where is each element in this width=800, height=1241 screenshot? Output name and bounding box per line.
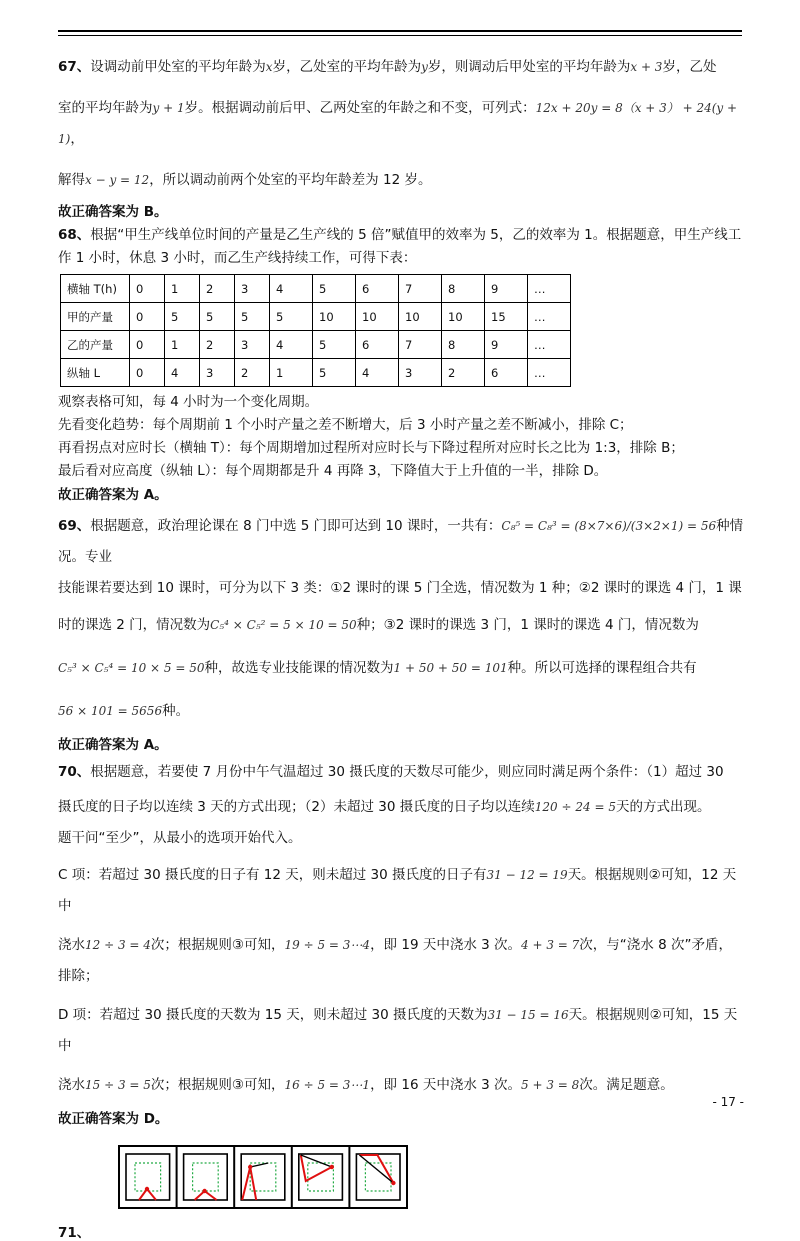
- math-inline: C₈⁵ = C₈³ = (8×7×6)/(3×2×1) = 56: [501, 519, 717, 533]
- table-cell: 0: [130, 303, 165, 331]
- table-cell: 8: [442, 275, 485, 303]
- table-cell: 7: [399, 275, 442, 303]
- table-cell: …: [528, 331, 571, 359]
- math-inline: 12x + 20y = 8（x + 3） + 24(y + 1): [58, 101, 738, 146]
- answer-line: 故正确答案为 A。: [58, 487, 168, 503]
- question-68: 68、根据“甲生产线单位时间的产量是乙生产线的 5 倍”赋值甲的效率为 5，乙的效率为 1。根据题意，甲生产线工作 1 小时，休息 3 小时，而乙生产线持续工作，可得下表： 横轴 T(h) 0 1 2 3 4 5 6 7 8 9 … 甲的产量 0 5 5 5 5 10 10 10 10 15 … 乙的产量 0 1 2 3 4 5 6 7 8 9 … 纵轴 L 0 4 3 2 1 5 4 3 2 6 … 观察表格可知，每 4 小时为一个变化周期。 先看变化趋势：每个周期前 1 个小时产量之差不断增大，后 3 小时产量之差不断减小，排除 C； 再看拐点对应时长（横轴 T）：每个周期增加过程所对应时长与下降过程所对应时长之比为 1:3，排除 B； 最后看对应高度（纵轴 L）：每个周期都是升 4 再降 3，下降值大于上升值的一半，排除 D。 故正确答案为 A。: [58, 224, 744, 507]
- math-inline: y + 1: [152, 101, 185, 115]
- table-cell: 2: [200, 331, 235, 359]
- table-cell: 5: [200, 303, 235, 331]
- math-inline: x + 3: [630, 60, 663, 74]
- table-cell: 0: [130, 331, 165, 359]
- table-cell: 5: [165, 303, 200, 331]
- panel-4-red-dot: [330, 1165, 334, 1169]
- table-cell: 5: [270, 303, 313, 331]
- table-row: [61, 359, 571, 387]
- header-rule-thin: [58, 35, 742, 36]
- math-inline: y: [421, 60, 428, 74]
- table-row: [61, 275, 571, 303]
- table-cell: 3: [235, 331, 270, 359]
- table-cell: 10: [442, 303, 485, 331]
- panel-inner-square: [184, 1154, 228, 1200]
- table-cell: …: [528, 303, 571, 331]
- table-cell: 8: [442, 331, 485, 359]
- table-cell: 1: [270, 359, 313, 387]
- panel-inner-square: [356, 1154, 400, 1200]
- table-cell: 10: [399, 303, 442, 331]
- question-number: 70、: [58, 764, 91, 780]
- table-cell: 2: [442, 359, 485, 387]
- page-number: - 17 -: [712, 1095, 744, 1109]
- table-cell: 10: [356, 303, 399, 331]
- answer-line: 故正确答案为 D。: [58, 1111, 169, 1127]
- math-inline: C₅³ × C₅⁴ = 10 × 5 = 50: [58, 661, 205, 675]
- table-cell: 10: [313, 303, 356, 331]
- table-cell: 15: [485, 303, 528, 331]
- header-rule-thick: [58, 30, 742, 32]
- table-cell: 1: [165, 275, 200, 303]
- table-cell: 4: [356, 359, 399, 387]
- math-inline: 120 ÷ 24 = 5: [534, 800, 616, 814]
- row-header-cell: 甲的产量: [61, 303, 130, 331]
- panel-dotted-square: [193, 1163, 219, 1191]
- table-cell: 7: [399, 331, 442, 359]
- production-table: [60, 274, 571, 387]
- math-inline: 56 × 101 = 5656: [58, 704, 163, 718]
- table-cell: 9: [485, 275, 528, 303]
- panel-3-red-dot: [248, 1165, 252, 1169]
- question-70: 70、根据题意，若要使 7 月份中午气温超过 30 摄氏度的天数尽可能少，则应同时满足两个条件：（1）超过 30 摄氏度的日子均以连续 3 天的方式出现；（2）未超过 30 摄氏度的日子均以连续120 ÷ 24 = 5天的方式出现。 题干问“至少”，从最小的选项开始代入。 C 项：若超过 30 摄氏度的日子有 12 天，则未超过 30 摄氏度的日子有31 − 12 = 19天。根据规则②可知，12 天中 浇水12 ÷ 3 = 4次；根据规则③可知，19 ÷ 5 = 3⋯4，即 19 天中浇水 3 次。4 + 3 = 7次，与“浇水 8 次”矛盾， 排除； D 项：若超过 30 摄氏度的天数为 15 天，则未超过 30 摄氏度的天数为31 − 15 = 16天。根据规则②可知，15 天中 浇水15 ÷ 3 = 5次；根据规则③可知，16 ÷ 5 = 3⋯1，即 16 天中浇水 3 次。5 + 3 = 8次。满足题意。 故正确答案为 D。: [58, 757, 744, 1131]
- table-cell: …: [528, 359, 571, 387]
- math-inline: C₅⁴ × C₅² = 5 × 10 = 50: [210, 618, 357, 632]
- answer-line: 故正确答案为 A。: [58, 737, 168, 753]
- math-inline: 4 + 3 = 7: [521, 938, 580, 952]
- table-cell: 2: [200, 275, 235, 303]
- panel-inner-square: [126, 1154, 170, 1200]
- math-inline: 5 + 3 = 8: [521, 1078, 580, 1092]
- panel-5-black-line: [359, 1155, 393, 1183]
- question-67: 67、设调动前甲处室的平均年龄为x岁，乙处室的平均年龄为y岁，则调动后甲处室的平均年龄为x + 3岁，乙处 室的平均年龄为y + 1岁。根据调动前后甲、乙两处室的年龄之和不变，可列式：12x + 20y = 8（x + 3） + 24(y + 1)， 解得x − y = 12，所以调动前两个处室的平均年龄差为 12 岁。 故正确答案为 B。: [58, 52, 744, 224]
- document-body: [58, 48, 744, 1241]
- math-inline: 1 + 50 + 50 = 101: [393, 661, 508, 675]
- table-cell: 1: [165, 331, 200, 359]
- question-number: 68、: [58, 227, 91, 243]
- table-cell: 4: [270, 331, 313, 359]
- answer-line: 故正确答案为 B。: [58, 204, 168, 220]
- math-inline: x − y = 12: [85, 173, 150, 187]
- math-inline: 19 ÷ 5 = 3⋯4: [284, 938, 371, 952]
- question-69: 69、根据题意，政治理论课在 8 门中选 5 门即可达到 10 课时，一共有：C₈⁵ = C₈³ = (8×7×6)/(3×2×1) = 56种情况。专业 技能课若要达到 10 课时，可分为以下 3 类：①2 课时的课 5 门全选，情况数为 1 种；②2 课时的课选 4 门，1 课 时的课选 2 门，情况数为C₅⁴ × C₅² = 5 × 10 = 50种；③2 课时的课选 3 门，1 课时的课选 4 门，情况数为 C₅³ × C₅⁴ = 10 × 5 = 50种，故选专业技能课的情况数为1 + 50 + 50 = 101种。所以可选择的课程组合共有 56 × 101 = 5656种。 故正确答案为 A。: [58, 511, 744, 757]
- math-inline: 16 ÷ 5 = 3⋯1: [284, 1078, 371, 1092]
- table-cell: 4: [270, 275, 313, 303]
- table-cell: …: [528, 275, 571, 303]
- row-header-cell: 横轴 T(h): [61, 275, 130, 303]
- table-cell: 6: [356, 331, 399, 359]
- table-cell: 0: [130, 275, 165, 303]
- figure-sequence: [118, 1145, 744, 1211]
- panel-4-red-triangle: [301, 1155, 332, 1181]
- table-cell: 2: [235, 359, 270, 387]
- math-inline: x: [265, 60, 273, 74]
- panel-1-red-dot: [145, 1187, 149, 1191]
- panel-5-red-dot: [391, 1181, 395, 1185]
- table-row: [61, 303, 571, 331]
- panel-dotted-square: [135, 1163, 161, 1191]
- question-number: 71、: [58, 1225, 91, 1241]
- table-cell: 9: [485, 331, 528, 359]
- table-cell: 5: [313, 331, 356, 359]
- table-cell: 3: [200, 359, 235, 387]
- panel-3-red-triangle: [242, 1167, 256, 1200]
- table-row: [61, 331, 571, 359]
- table-cell: 3: [399, 359, 442, 387]
- question-number: 67、: [58, 59, 91, 75]
- table-cell: 6: [485, 359, 528, 387]
- table-cell: 5: [313, 359, 356, 387]
- table-cell: 3: [235, 275, 270, 303]
- row-header-cell: 纵轴 L: [61, 359, 130, 387]
- table-cell: 5: [313, 275, 356, 303]
- pattern-figure: [118, 1145, 408, 1209]
- table-cell: 5: [235, 303, 270, 331]
- row-header-cell: 乙的产量: [61, 331, 130, 359]
- math-inline: 12 ÷ 3 = 4: [85, 938, 151, 952]
- panel-2-red-dot: [202, 1189, 206, 1193]
- math-inline: 31 − 12 = 19: [486, 868, 568, 882]
- table-cell: 0: [130, 359, 165, 387]
- math-inline: 31 − 15 = 16: [487, 1008, 569, 1022]
- question-number: 69、: [58, 518, 91, 534]
- panel-4-black-line: [301, 1155, 332, 1167]
- table-cell: 4: [165, 359, 200, 387]
- table-cell: 6: [356, 275, 399, 303]
- math-inline: 15 ÷ 3 = 5: [85, 1078, 151, 1092]
